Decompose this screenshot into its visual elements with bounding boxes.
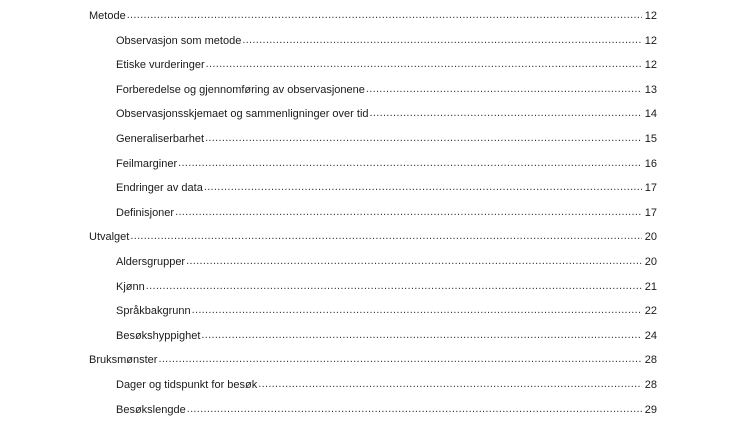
- toc-leader-dots: [146, 274, 642, 299]
- toc-entry-endringer-av-data[interactable]: [89, 176, 657, 201]
- toc-entry-utvalget[interactable]: [89, 225, 657, 250]
- toc-leader-dots: [192, 298, 642, 323]
- toc-entry-title: Definisjoner: [116, 201, 174, 226]
- toc-entry-besokslengde[interactable]: [89, 398, 657, 422]
- toc-entry-page: 28: [643, 348, 657, 373]
- toc-entry-bruksmonster[interactable]: [89, 348, 657, 373]
- toc-entry-title: Aldersgrupper: [116, 250, 185, 275]
- toc-entry-page: 28: [643, 373, 657, 398]
- toc-entry-title: Bruksmønster: [89, 348, 157, 373]
- toc-entry-observasjon-som-metode[interactable]: [89, 29, 657, 54]
- toc-entry-page: 17: [643, 201, 657, 226]
- toc-entry-page: 17: [643, 176, 657, 201]
- toc-entry-page: 14: [643, 102, 657, 127]
- toc-leader-dots: [178, 151, 642, 176]
- toc-entry-feilmarginer[interactable]: [89, 152, 657, 177]
- toc-entry-generaliserbarhet[interactable]: [89, 127, 657, 152]
- toc-leader-dots: [187, 397, 642, 422]
- toc-entry-title: Kjønn: [116, 275, 145, 300]
- toc-entry-title: Besøkslengde: [116, 398, 186, 422]
- toc-entry-page: 21: [643, 275, 657, 300]
- toc-entry-title: Feilmarginer: [116, 152, 177, 177]
- toc-entry-dager-og-tidspunkt[interactable]: [89, 373, 657, 398]
- toc-entry-title: Generaliserbarhet: [116, 127, 204, 152]
- toc-entry-title: Metode: [89, 4, 126, 29]
- toc-entry-title: Utvalget: [89, 225, 129, 250]
- toc-entry-title: Språkbakgrunn: [116, 299, 191, 324]
- toc-entry-aldersgrupper[interactable]: [89, 250, 657, 275]
- toc-entry-page: 24: [643, 324, 657, 349]
- toc-leader-dots: [158, 347, 642, 372]
- toc-entry-kjonn[interactable]: [89, 275, 657, 300]
- toc-leader-dots: [366, 77, 642, 102]
- toc-entry-page: 29: [643, 398, 657, 422]
- toc-leader-dots: [258, 372, 642, 397]
- toc-entry-title: Forberedelse og gjennomføring av observasjonene: [116, 78, 365, 103]
- toc-entry-title: Etiske vurderinger: [116, 53, 205, 78]
- toc-leader-dots: [175, 200, 642, 225]
- toc-entry-page: 15: [643, 127, 657, 152]
- toc-entry-title: Observasjonsskjemaet og sammenligninger over tid: [116, 102, 369, 127]
- toc-entry-etiske-vurderinger[interactable]: [89, 53, 657, 78]
- toc-entry-observasjonsskjemaet[interactable]: [89, 102, 657, 127]
- toc-entry-besokshyppighet[interactable]: [89, 324, 657, 349]
- toc-entry-metode[interactable]: [89, 4, 657, 29]
- toc-leader-dots: [206, 52, 642, 77]
- toc-entry-page: 20: [643, 250, 657, 275]
- toc-leader-dots: [205, 126, 642, 151]
- toc-leader-dots: [127, 3, 642, 28]
- toc-entry-page: 12: [643, 29, 657, 54]
- toc-entry-page: 13: [643, 78, 657, 103]
- toc-leader-dots: [242, 28, 642, 53]
- toc-entry-page: 12: [643, 53, 657, 78]
- toc-leader-dots: [186, 249, 642, 274]
- table-of-contents: [89, 4, 657, 422]
- toc-leader-dots: [130, 224, 642, 249]
- toc-entry-title: Besøkshyppighet: [116, 324, 200, 349]
- toc-entry-title: Observasjon som metode: [116, 29, 241, 54]
- toc-entry-sprakbakgrunn[interactable]: [89, 299, 657, 324]
- toc-entry-forberedelse[interactable]: [89, 78, 657, 103]
- toc-entry-page: 20: [643, 225, 657, 250]
- toc-entry-page: 22: [643, 299, 657, 324]
- toc-leader-dots: [370, 101, 642, 126]
- toc-entry-page: 16: [643, 152, 657, 177]
- toc-entry-page: 12: [643, 4, 657, 29]
- toc-entry-title: Dager og tidspunkt for besøk: [116, 373, 257, 398]
- toc-entry-definisjoner[interactable]: [89, 201, 657, 226]
- toc-leader-dots: [204, 175, 642, 200]
- toc-leader-dots: [201, 323, 642, 348]
- toc-entry-title: Endringer av data: [116, 176, 203, 201]
